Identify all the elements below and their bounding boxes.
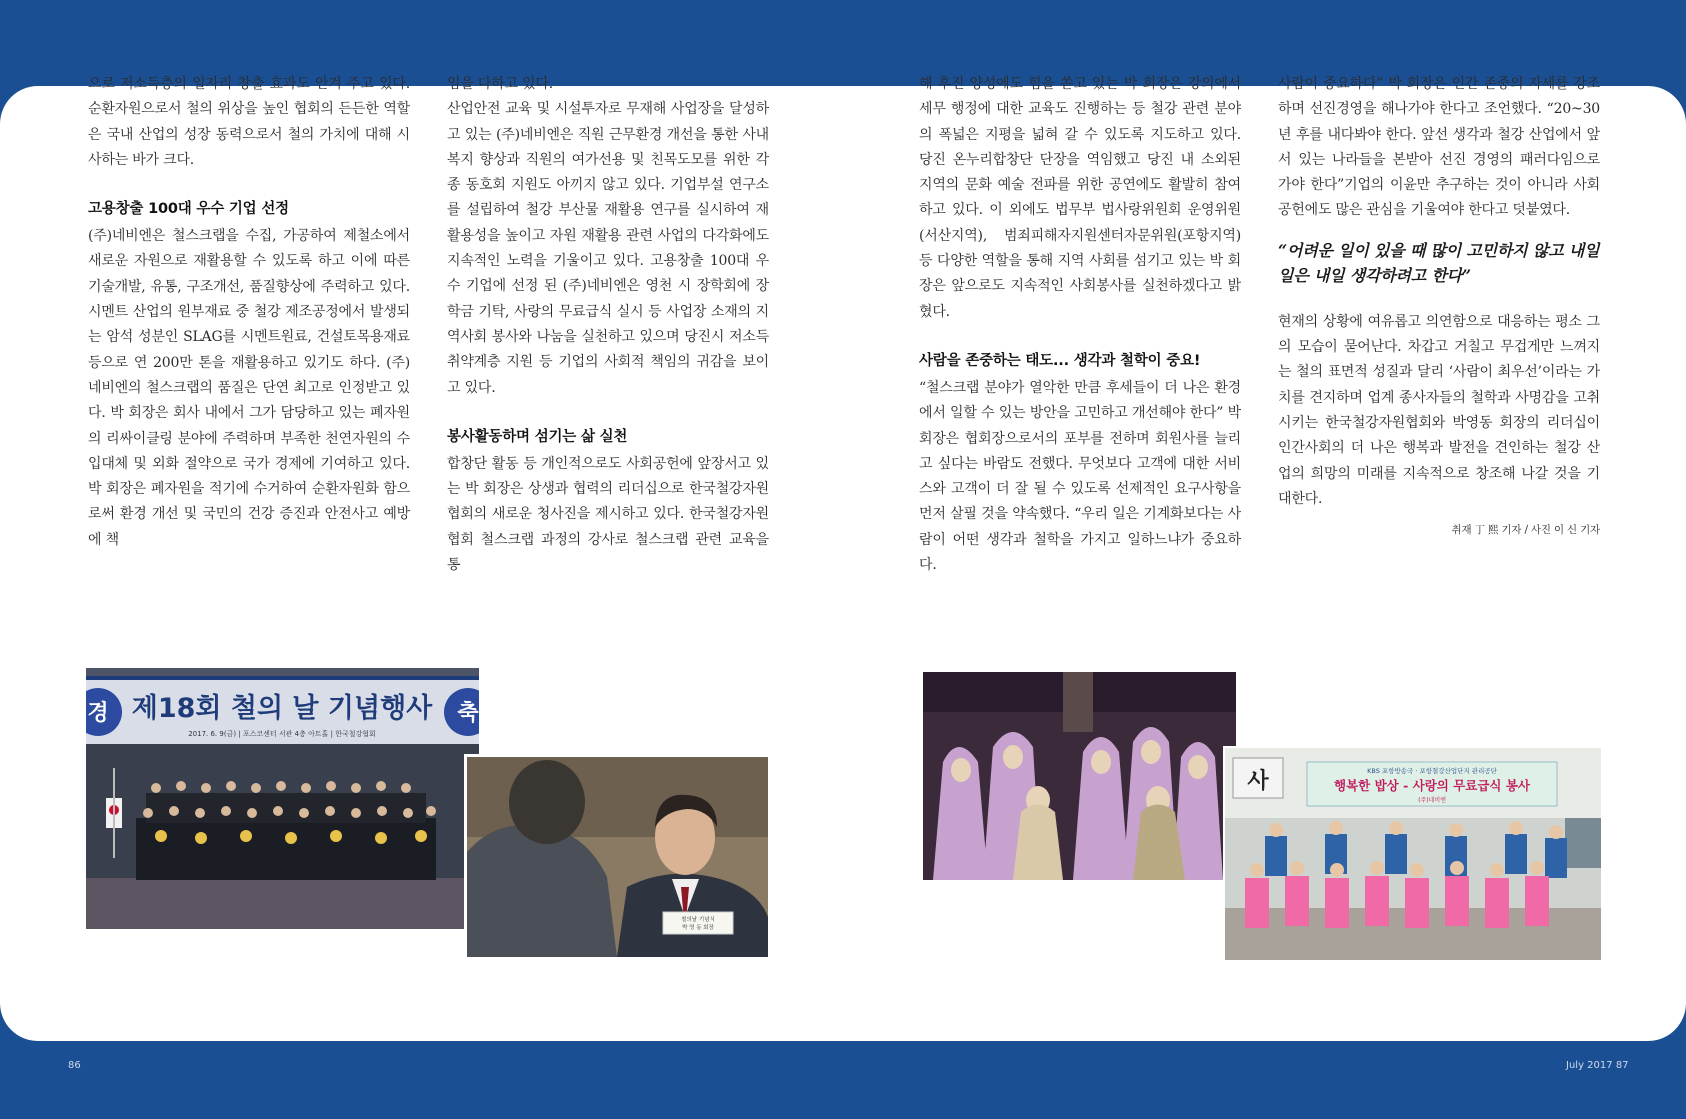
paragraph: (주)네비엔은 철스크랩을 수집, 가공하여 제철소에서 새로운 자원으로 재활용할 수 있도록 하고 이에 따른 기술개발, 유통, 구조개선, 품질향상에 주력하고 있다. 시멘트 산업의 원부재료 중 철강 제조공정에서 발생되는 암석 성분인 SLAG를 시멘트원료, 건설토목용재료 등으로 연 200만 톤을 재활용하고 있기도 하다. (주)네비엔의 철스크랩의 품질은 단연 최고로 인정받고 있다. 박 회장은 회사 내에서 그가 담당하고 있는 폐자원의 리싸이클링 분야에 주력하며 부족한 천연자원의 수입대체 및 외화 절약으로 국가 경제에 기여하고 있다. 박 회장은 폐자원을 적기에 수거하여 순환자원화 함으로써 환경 개선 및 국민의 건강 증진과 안전사고 예방에 책 xyxy=(88,228,410,548)
paragraph: 임을 다하고 있다. xyxy=(447,76,554,92)
banner-subtitle: 2017. 6. 9(금) | 포스코센터 서관 4층 아트홀 | 한국철강협회 xyxy=(188,730,376,738)
banner-sponsor-text: (주)네비엔 xyxy=(1418,797,1446,804)
choir-performance-photo xyxy=(923,672,1236,880)
name-badge-line2: 박 영 동 회장 xyxy=(682,925,714,931)
volunteer-group-photo xyxy=(1223,746,1603,962)
page-number-left: 86 xyxy=(68,1060,81,1071)
page-number-right: 87 xyxy=(1615,1060,1629,1071)
paragraph: 합창단 활동 등 개인적으로도 사회공헌에 앞장서고 있는 박 회장은 상생과 협력의 리더십으로 한국철강자원협회의 새로운 청사진을 제시하고 있다. 한국철강자원협회 철스크랩 과정의 강사로 철스크랩 관련 교육을 통 xyxy=(447,455,769,574)
text-column-4 xyxy=(1278,72,1600,543)
paragraph: 현재의 상황에 여유롭고 의연함으로 대응하는 평소 그의 모습이 묻어난다. 차갑고 거칠고 무겁게만 느껴지는 철의 표면적 성질과 달리 ‘사람이 최우선’이라는 가치를 견지하며 업계 종사자들의 철학과 사명감을 고취시키는 한국철강자원협회와 박영동 회장의 리더십이 인간사회의 더 나은 행복과 발전을 견인하는 철강 산업의 희망의 미래를 지속적으로 창조해 나갈 것을 기대한다. xyxy=(1278,313,1600,507)
paragraph: “철스크랩 분야가 열악한 만큼 후세들이 더 나은 환경에서 일할 수 있는 방안을 고민하고 개선해야 한다” 박 회장은 협회장으로서의 포부를 전하며 회원사를 늘리고 싶다는 바람도 전했다. 무엇보다 고객에 대한 서비스와 고객이 더 잘 될 수 있도록 선제적인 요구사항을 먼저 살필 것을 약속했다. “우리 일은 기계화보다는 사람이 어떤 생각과 철학을 가지고 일하느냐가 중요하다. xyxy=(919,379,1241,574)
award-photo xyxy=(464,754,771,960)
issue-date: July 2017 xyxy=(1566,1060,1613,1071)
banner-left-char: 경 xyxy=(87,701,109,726)
ceremony-group-photo xyxy=(86,668,479,929)
section-heading: 사람을 존중하는 태도... 생각과 철학이 중요! xyxy=(919,352,1201,369)
text-column-1 xyxy=(88,72,410,553)
photo-credit: 취재 丁 熙 기자 / 사진 이 신 기자 xyxy=(1451,524,1600,537)
text-column-3 xyxy=(919,72,1241,578)
section-heading: 고용창출 100대 우수 기업 선정 xyxy=(88,201,289,218)
pull-quote: “어려운 일이 있을 때 많이 고민하지 않고 내일 일은 내일 생각하려고 한다” xyxy=(1278,240,1600,285)
paragraph: 사람이 중요하다” 박 회장은 인간 존중의 자세를 강조하며 선진경영을 해나가야 한다고 조언했다. “20~30년 후를 내다봐야 한다. 앞선 생각과 철강 산업에서 앞서 있는 나라들을 본받아 선진 경영의 패러다임으로 가야 한다”기업의 이윤만 추구하는 것이 아니라 사회공헌에도 많은 관심을 기울여야 한다고 덧붙였다. xyxy=(1278,76,1600,219)
text-column-2 xyxy=(447,72,769,578)
banner-main-text: 행복한 밥상 - 사랑의 무료급식 봉사 xyxy=(1334,778,1530,793)
paragraph: 산업안전 교육 및 시설투자로 무재해 사업장을 달성하고 있는 (주)네비엔은 직원 근무환경 개선을 통한 사내복지 향상과 직원의 여가선용 및 친목도모를 위한 각종 동호회 지원도 아끼지 않고 있다. 기업부설 연구소를 설립하여 철강 부산물 재활용 연구를 실시하여 재활용성을 높이고 자원 재활용 관련 사업의 다각화에도 지속적인 노력을 기울이고 있다. 고용창출 100대 우수 기업에 선정 된 (주)네비엔은 영천 시 장학회에 장학금 기탁, 사랑의 무료급식 실시 등 사업장 소재의 지역사회 봉사와 나눔을 실천하고 있으며 당진시 저소득 취약계층 지원 등 기업의 사회적 책임의 귀감을 보이고 있다. xyxy=(447,101,769,396)
page-folio-right xyxy=(1566,1060,1629,1071)
banner-right-char: 축 xyxy=(457,701,479,726)
paragraph: 으로 저소득층의 일자리 창출 효과도 안겨 주고 있다. 순환자원으로서 철의 위상을 높인 협회의 든든한 역할은 국내 산업의 성장 동력으로서 철의 가치에 대해 시사하는 바가 크다. xyxy=(88,76,410,168)
name-badge-line1: 철의날 기념식 xyxy=(681,917,715,923)
banner-title: 제18회 철의 날 기념행사 xyxy=(131,693,433,724)
building-sign-char: 사 xyxy=(1247,769,1269,794)
section-heading: 봉사활동하며 섬기는 삶 실천 xyxy=(447,428,628,445)
banner-top-text: KBS 포항방송국 · 포항철강산업단지 관리공단 xyxy=(1367,767,1497,775)
paragraph: 해 후진 양성에도 힘을 쏟고 있는 박 회장은 강의에서 세무 행정에 대한 교육도 진행하는 등 철강 관련 분야의 폭넓은 지평을 넓혀 갈 수 있도록 지도하고 있다. 당진 온누리합창단 단장을 역임했고 당진 내 소외된 지역의 문화 예술 전파를 위한 공연에도 활발히 참여하고 있다. 이 외에도 법무부 법사랑위원회 운영위원(서산지역), 범죄피해자지원센터자문위원(포항지역) 등 다양한 역할을 통해 지역 사회를 섬기고 있는 박 회장은 앞으로도 지속적인 사회봉사를 실천하겠다고 밝혔다. xyxy=(919,76,1241,320)
